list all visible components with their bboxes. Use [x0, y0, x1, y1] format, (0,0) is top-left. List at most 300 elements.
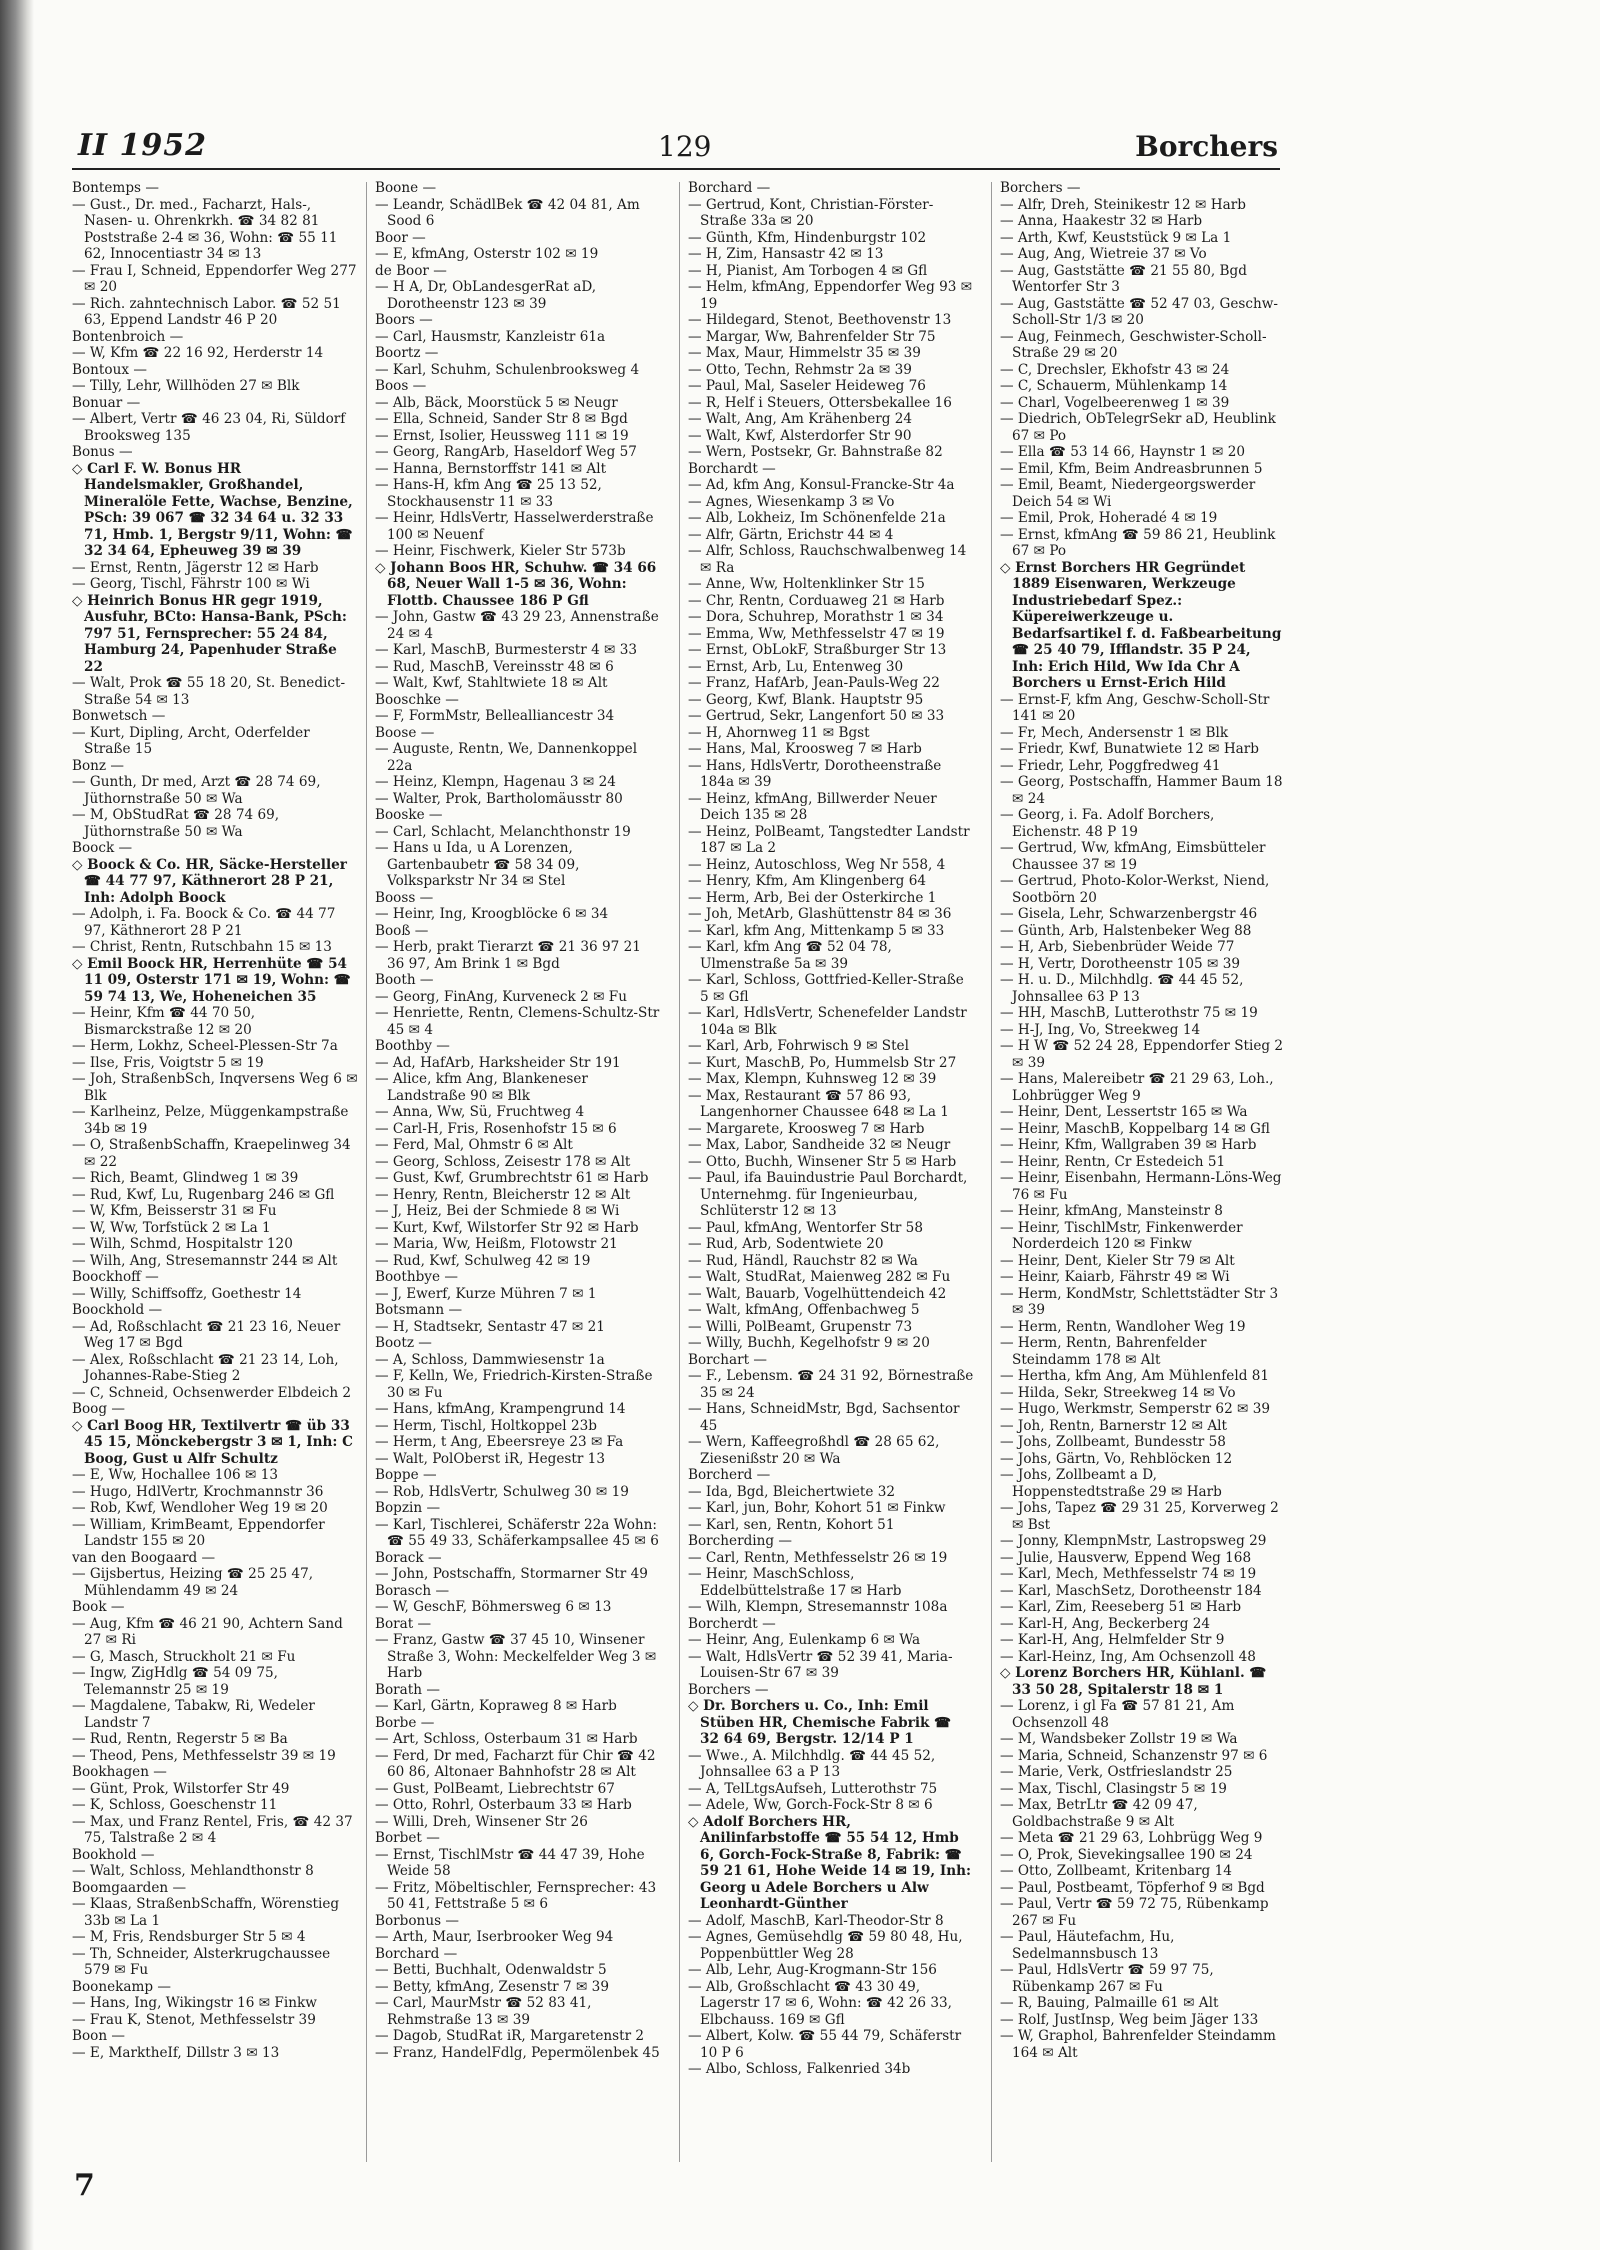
directory-entry: — H A, Dr, ObLandesgerRat aD, Dorotheenstr 123 ✉ 39 [375, 279, 597, 312]
directory-entry: — Heinr, MaschB, Koppelbarg 14 ✉ Gfl [1000, 1120, 1270, 1137]
directory-entry: — M, ObStudRat ☎ 28 74 69, Jüthornstraße 50 ✉ Wa [72, 807, 280, 840]
directory-entry: — W, Graphol, Bahrenfelder Steindamm 164 ✉ Alt [1000, 2028, 1276, 2061]
directory-entry: — Ad, kfm Ang, Konsul-Francke-Str 4a [688, 477, 955, 493]
directory-entry: — Rud, MaschB, Vereinsstr 48 ✉ 6 [375, 658, 614, 675]
directory-entry: — Carl, Hausmstr, Kanzleistr 61a [375, 328, 606, 345]
directory-entry: — Walt, Bauarb, Vogelhüttendeich 42 [688, 1285, 947, 1302]
directory-entry: — Agnes, Wiesenkamp 3 ✉ Vo [688, 493, 895, 510]
directory-entry: — Rich, Beamt, Glindweg 1 ✉ 39 [72, 1170, 299, 1186]
directory-entry: Boon — [72, 2028, 126, 2044]
directory-entry: — Friedr, Lehr, Poggfredweg 41 [1000, 757, 1221, 774]
directory-entry: — Heinr, MaschSchloss, Eddelbüttelstraße 17 ✉ Harb [688, 1566, 902, 1599]
directory-entry: — E, kfmAng, Osterstr 102 ✉ 19 [375, 246, 599, 262]
directory-entry: — Paul, Vertr ☎ 59 72 75, Rübenkamp 267 ✉ Fu [1000, 1896, 1269, 1929]
directory-entry: — Paul, Mal, Saseler Heideweg 76 [688, 378, 926, 394]
directory-entry: Borbe — [375, 1714, 435, 1731]
directory-entry: — Karl, HdlsVertr, Schenefelder Landstr 104a ✉ Blk [688, 1005, 967, 1038]
directory-entry: — Paul, Postbeamt, Töpferhof 9 ✉ Bgd [1000, 1879, 1265, 1896]
directory-entry: — Ferd, Mal, Ohmstr 6 ✉ Alt [375, 1137, 573, 1153]
directory-entry: — Emma, Ww, Methfesselstr 47 ✉ 19 [688, 625, 945, 642]
directory-entry: — J, Heiz, Bei der Schmiede 8 ✉ Wi [375, 1203, 620, 1219]
directory-entry: — Henry, Kfm, Am Klingenberg 64 [688, 873, 927, 889]
directory-entry: ◇ Ernst Borchers HR Gegründet 1889 Eisenwaren, Werkzeuge Industriebedarf Spez.: Küpereiwerkzeuge u. Bedarfsartikel f. d. Faßbearbeitung ☎ 25 40 79, Ifflandstr. 35 P 24, Inh: Erich Hild, Ww Ida Chr A Borchers u Ernst-Erich Hild [1000, 559, 1282, 691]
directory-entry: — Heinr, Ing, Kroogblöcke 6 ✉ 34 [375, 906, 609, 922]
directory-entry: — Heinr, HdlsVertr, Hasselwerderstraße 100 ✉ Neuenf [375, 510, 654, 543]
directory-entry: — Ernst, TischlMstr ☎ 44 47 39, Hohe Weide 58 [375, 1846, 645, 1879]
directory-entry: — Tilly, Lehr, Willhöden 27 ✉ Blk [72, 378, 300, 394]
directory-entry: — Franz, HafArb, Jean-Pauls-Weg 22 [688, 675, 940, 691]
directory-entry: — Ella, Schneid, Sander Str 8 ✉ Bgd [375, 411, 628, 427]
directory-entry: — Georg, RangArb, Haseldorf Weg 57 [375, 444, 637, 460]
directory-entry: — Georg, Kwf, Blank. Hauptstr 95 [688, 691, 924, 708]
directory-entry: — C, Drechsler, Ekhofstr 43 ✉ 24 [1000, 361, 1230, 378]
directory-entry: — Fritz, Möbeltischler, Fernsprecher: 43 50 41, Fettstraße 5 ✉ 6 [375, 1879, 657, 1912]
directory-entry: — Aug, Gaststätte ☎ 21 55 80, Bgd Wentorfer Str 3 [1000, 262, 1247, 295]
directory-entry: — Max, Restaurant ☎ 57 86 93, Langenhorner Chaussee 648 ✉ La 1 [688, 1087, 949, 1120]
directory-entry: — Hans, kfmAng, Krampengrund 14 [375, 1401, 626, 1417]
directory-entry: — H-J, Ing, Vo, Streekweg 14 [1000, 1021, 1201, 1038]
directory-entry: — Heinz, Autoschloss, Weg Nr 558, 4 [688, 856, 946, 873]
directory-entry: — H, Arb, Siebenbrüder Weide 77 [1000, 939, 1235, 955]
directory-entry: — Ernst, Arb, Lu, Entenweg 30 [688, 658, 904, 675]
directory-entry: — Magdalene, Tabakw, Ri, Wedeler Landstr 7 [72, 1698, 315, 1731]
directory-entry: Borchers — [1000, 180, 1081, 196]
directory-entry: — Karl, MaschB, Burmesterstr 4 ✉ 33 [375, 642, 638, 658]
directory-entry: ◇ Carl Boog HR, Textilvertr ☎ üb 33 45 15, Mönckebergstr 3 ✉ 1, Inh: C Boog, Gust u Alfr Schultz [72, 1417, 353, 1467]
directory-entry: — Julie, Hausverw, Eppend Weg 168 [1000, 1549, 1252, 1566]
directory-entry: — Henry, Rentn, Bleicherstr 12 ✉ Alt [375, 1186, 631, 1203]
directory-entry: — Walter, Prok, Bartholomäusstr 80 [375, 790, 623, 807]
directory-column-3 [688, 180, 974, 2160]
directory-entry: — Georg, FinAng, Kurveneck 2 ✉ Fu [375, 988, 627, 1005]
directory-entry: Borbonus — [375, 1912, 459, 1929]
page-binding-shadow [0, 0, 34, 2250]
directory-entry: — Karl, Schloss, Gottfried-Keller-Straße 5 ✉ Gfl [688, 972, 964, 1005]
directory-entry: — O, StraßenbSchaffn, Kraepelinweg 34 ✉ 22 [72, 1137, 351, 1170]
directory-entry: — Arth, Kwf, Keuststück 9 ✉ La 1 [1000, 229, 1232, 246]
directory-entry: — Wern, Postsekr, Gr. Bahnstraße 82 [688, 444, 943, 460]
directory-entry: — Herm, Rentn, Bahrenfelder Steindamm 178 ✉ Alt [1000, 1335, 1207, 1368]
directory-entry: — E, Ww, Hochallee 106 ✉ 13 [72, 1467, 279, 1483]
directory-entry: — Max, Maur, Himmelstr 35 ✉ 39 [688, 345, 921, 361]
directory-entry: — Ingw, ZigHdlg ☎ 54 09 75, Telemannstr 25 ✉ 19 [72, 1665, 278, 1698]
directory-entry: — Walt, Schloss, Mehlandthonstr 8 [72, 1863, 314, 1879]
directory-entry: Booß — [375, 922, 429, 939]
directory-entry: — John, Gastw ☎ 43 29 23, Annenstraße 24 ✉ 4 [375, 609, 659, 642]
directory-entry: — A, TelLtgsAufseh, Lutterothstr 75 [688, 1780, 938, 1797]
directory-entry: — Diedrich, ObTelegrSekr aD, Heublink 67 ✉ Po [1000, 411, 1276, 444]
directory-entry: Bontoux — [72, 361, 147, 378]
directory-entry: Boor — [375, 229, 426, 246]
directory-entry: — Adolf, MaschB, Karl-Theodor-Str 8 [688, 1912, 944, 1929]
directory-entry: — F, FormMstr, Bellealliancestr 34 [375, 708, 615, 724]
directory-entry: Borchart — [688, 1351, 768, 1368]
directory-entry: Boothbye — [375, 1269, 458, 1285]
directory-entry: Boonekamp — [72, 1978, 172, 1995]
directory-entry: — Wilh, Schmd, Hospitalstr 120 [72, 1236, 293, 1252]
directory-column-4 [1000, 180, 1286, 2160]
directory-entry: — Alb, Lehr, Aug-Krogmann-Str 156 [688, 1962, 937, 1978]
column-divider [679, 182, 680, 2162]
directory-entry: — Rich. zahntechnisch Labor. ☎ 52 51 63, Eppend Landstr 46 P 20 [72, 295, 341, 328]
directory-entry: — Alb, Großschlacht ☎ 43 30 49, Lagerstr 17 ✉ 6, Wohn: ☎ 42 26 33, Elbchauss. 169 ✉ Gfl [688, 1978, 953, 2028]
directory-entry: Bonwetsch — [72, 708, 166, 724]
directory-entry: — Ernst, Rentn, Jägerstr 12 ✉ Harb [72, 559, 319, 576]
directory-entry: — Gertrud, Ww, kfmAng, Eimsbütteler Chaussee 37 ✉ 19 [1000, 840, 1266, 873]
directory-entry: — Alfr, Schloss, Rauchschwalbenweg 14 ✉ Ra [688, 543, 967, 576]
directory-entry: — Arth, Maur, Iserbrooker Weg 94 [375, 1929, 614, 1945]
directory-entry: — Heinr, Rentn, Cr Estedeich 51 [1000, 1153, 1226, 1170]
page-header [78, 128, 1278, 168]
directory-entry: Borchard — [688, 180, 771, 196]
directory-entry: — H, Ahornweg 11 ✉ Bgst [688, 724, 870, 741]
directory-entry: — Agnes, Gemüsehdlg ☎ 59 80 48, Hu, Poppenbüttler Weg 28 [688, 1929, 963, 1962]
directory-entry: ◇ Emil Boock HR, Herrenhüte ☎ 54 11 09, Osterstr 171 ✉ 19, Wohn: ☎ 59 74 13, We, Hoheneichen 35 [72, 955, 351, 1005]
directory-entry: — Th, Schneider, Alsterkrugchaussee 579 ✉ Fu [72, 1945, 331, 1978]
directory-entry: — Heinr, Dent, Lessertstr 165 ✉ Wa [1000, 1104, 1248, 1120]
directory-entry: — Alice, kfm Ang, Blankeneser Landstraße 90 ✉ Blk [375, 1071, 588, 1104]
directory-entry: — Georg, i. Fa. Adolf Borchers, Eichenstr. 48 P 19 [1000, 807, 1215, 840]
directory-entry: — Karl, Mech, Methfesselstr 74 ✉ 19 [1000, 1566, 1257, 1582]
directory-entry: — Heinr, kfmAng, Mansteinstr 8 [1000, 1203, 1223, 1219]
directory-entry: — Gertrud, Kont, Christian-Förster-Straße 33a ✉ 20 [688, 196, 934, 229]
directory-entry: Botsmann — [375, 1302, 463, 1318]
directory-entry: — F., Lebensm. ☎ 24 31 92, Börnestraße 35 ✉ 24 [688, 1368, 974, 1401]
directory-entry: ◇ Lorenz Borchers HR, Kühlanl. ☎ 33 50 28, Spitalerstr 18 ✉ 1 [1000, 1665, 1267, 1698]
directory-entry: — Hanna, Bernstorffstr 141 ✉ Alt [375, 460, 607, 477]
directory-entry: — Herm, Arb, Bei der Osterkirche 1 [688, 889, 937, 906]
directory-entry: — Betty, kfmAng, Zesenstr 7 ✉ 39 [375, 1978, 609, 1995]
directory-entry: — Paul, kfmAng, Wentorfer Str 58 [688, 1219, 923, 1236]
directory-entry: Borchard — [375, 1945, 458, 1962]
directory-entry: — Alb, Bäck, Moorstück 5 ✉ Neugr [375, 394, 618, 411]
directory-entry: — Lorenz, i gl Fa ☎ 57 81 21, Am Ochsenzoll 48 [1000, 1698, 1235, 1731]
directory-entry: — Aug, Kfm ☎ 46 21 90, Achtern Sand 27 ✉ Ri [72, 1615, 343, 1648]
directory-entry: — Rud, Kwf, Lu, Rugenbarg 246 ✉ Gfl [72, 1186, 335, 1203]
directory-entry: — Rolf, JustInsp, Weg beim Jäger 133 [1000, 2011, 1259, 2028]
directory-entry: — Albo, Schloss, Falkenried 34b [688, 2061, 911, 2077]
directory-entry: — Dora, Schuhrep, Morathstr 1 ✉ 34 [688, 609, 944, 625]
directory-entry: — William, KrimBeamt, Eppendorfer Landstr 155 ✉ 20 [72, 1516, 325, 1549]
directory-entry: — Rob, HdlsVertr, Schulweg 30 ✉ 19 [375, 1483, 629, 1500]
directory-entry: — Aug, Gaststätte ☎ 52 47 03, Geschw-Scholl-Str 1/3 ✉ 20 [1000, 295, 1278, 328]
directory-entry: — Aug, Feinmech, Geschwister-Scholl-Straße 29 ✉ 20 [1000, 328, 1267, 361]
directory-entry: — Hildegard, Stenot, Beethovenstr 13 [688, 312, 952, 328]
directory-entry: — Leandr, SchädlBek ☎ 42 04 81, Am Sood 6 [375, 196, 640, 229]
directory-entry: Bontenbroich — [72, 328, 184, 345]
directory-entry: — Willy, Buchh, Kegelhofstr 9 ✉ 20 [688, 1335, 930, 1351]
directory-entry: — Johs, Zollbeamt, Bundesstr 58 [1000, 1434, 1226, 1450]
directory-entry: Bonus — [72, 444, 133, 460]
directory-entry: — Hans, Ing, Wikingstr 16 ✉ Finkw [72, 1995, 317, 2011]
directory-entry: — Heinr, Ang, Eulenkamp 6 ✉ Wa [688, 1632, 921, 1648]
directory-entry: — Otto, Zollbeamt, Kritenbarg 14 [1000, 1863, 1232, 1879]
directory-entry: — Georg, Tischl, Fährstr 100 ✉ Wi [72, 576, 310, 592]
directory-entry: — Anna, Ww, Sü, Fruchtweg 4 [375, 1104, 585, 1120]
directory-entry: Booschke — [375, 691, 459, 708]
page-number: 129 [658, 130, 712, 163]
directory-entry: — Maria, Schneid, Schanzenstr 97 ✉ 6 [1000, 1747, 1268, 1764]
directory-entry: — Willi, Dreh, Winsener Str 26 [375, 1813, 588, 1830]
header-volume-year: II 1952 [78, 128, 208, 163]
directory-entry: — W, Ww, Torfstück 2 ✉ La 1 [72, 1219, 271, 1236]
directory-entry: — Fr, Mech, Andersenstr 1 ✉ Blk [1000, 724, 1229, 741]
directory-entry: — Ella ☎ 53 14 66, Haynstr 1 ✉ 20 [1000, 444, 1246, 460]
directory-entry: — Hertha, kfm Ang, Am Mühlenfeld 81 [1000, 1368, 1270, 1384]
directory-entry: — Hans, Malereibetr ☎ 21 29 63, Loh., Lohbrügger Weg 9 [1000, 1071, 1274, 1104]
directory-entry: — Karl-H, Ang, Helmfelder Str 9 [1000, 1632, 1225, 1648]
directory-entry: Borcherding — [688, 1533, 793, 1549]
directory-entry: — Heinz, PolBeamt, Tangstedter Landstr 187 ✉ La 2 [688, 823, 970, 856]
directory-entry: — Art, Schloss, Osterbaum 31 ✉ Harb [375, 1731, 638, 1747]
directory-entry: — Paul, Häutefachm, Hu, Sedelmannsbusch 13 [1000, 1929, 1175, 1962]
directory-entry: — Herb, prakt Tierarzt ☎ 21 36 97 21 36 97, Am Brink 1 ✉ Bgd [375, 939, 641, 972]
directory-entry: — Günth, Kfm, Hindenburgstr 102 [688, 229, 927, 246]
directory-entry: — Max, Tischl, Clasingstr 5 ✉ 19 [1000, 1780, 1227, 1797]
directory-entry: — W, GeschF, Böhmersweg 6 ✉ 13 [375, 1599, 612, 1615]
directory-entry: — Hans, HdlsVertr, Dorotheenstraße 184a ✉ 39 [688, 757, 942, 790]
directory-entry: — HH, MaschB, Lutterothstr 75 ✉ 19 [1000, 1005, 1258, 1021]
directory-entry: — Adele, Ww, Gorch-Fock-Str 8 ✉ 6 [688, 1797, 933, 1813]
directory-entry: — W, Kfm, Beisserstr 31 ✉ Fu [72, 1203, 277, 1219]
directory-entry: — H, Pianist, Am Torbogen 4 ✉ Gfl [688, 262, 928, 279]
directory-entry: — Johs, Gärtn, Vo, Rehblöcken 12 [1000, 1450, 1233, 1467]
directory-entry: Bonz — [72, 757, 125, 774]
directory-entry: Boock — [72, 840, 133, 856]
directory-entry: — Carl-H, Fris, Rosenhofstr 15 ✉ 6 [375, 1120, 617, 1137]
directory-entry: — Gust, Kwf, Grumbrechtstr 61 ✉ Harb [375, 1170, 649, 1186]
directory-entry: — Klaas, StraßenbSchaffn, Wörenstieg 33b ✉ La 1 [72, 1896, 340, 1929]
directory-entry: — Wern, Kaffeegroßhdl ☎ 28 65 62, Ziesenißstr 20 ✉ Wa [688, 1434, 940, 1467]
directory-entry: — Rob, Kwf, Wendloher Weg 19 ✉ 20 [72, 1500, 328, 1516]
directory-entry: — Margarete, Kroosweg 7 ✉ Harb [688, 1120, 925, 1137]
directory-entry: Borack — [375, 1549, 442, 1566]
directory-entry: — M, Fris, Rendsburger Str 5 ✉ 4 [72, 1929, 306, 1945]
directory-entry: — Friedr, Kwf, Bunatwiete 12 ✉ Harb [1000, 741, 1259, 757]
directory-entry: — R, Helf i Steuers, Ottersbekallee 16 [688, 394, 952, 411]
directory-entry: — Hans u Ida, u A Lorenzen, Gartenbaubetr ☎ 58 34 09, Volksparkstr Nr 34 ✉ Stel [375, 840, 580, 889]
directory-entry: Booske — [375, 807, 443, 823]
directory-entry: Borchardt — [688, 460, 776, 477]
directory-entry: — Emil, Kfm, Beim Andreasbrunnen 5 [1000, 460, 1263, 477]
directory-entry: — Alfr, Gärtn, Erichstr 44 ✉ 4 [688, 526, 894, 543]
directory-entry: — A, Schloss, Dammwiesenstr 1a [375, 1351, 605, 1368]
directory-entry: Boors — [375, 312, 433, 328]
directory-entry: — Hans, Mal, Kroosweg 7 ✉ Harb [688, 741, 922, 757]
directory-entry: — Heinr, Dent, Kieler Str 79 ✉ Alt [1000, 1252, 1235, 1269]
directory-entry: — M, Wandsbeker Zollstr 19 ✉ Wa [1000, 1731, 1238, 1747]
directory-entry: — Hans-H, kfm Ang ☎ 25 13 52, Stockhausenstr 11 ✉ 33 [375, 477, 602, 510]
directory-entry: Bontemps — [72, 180, 159, 196]
directory-entry: — Margar, Ww, Bahrenfelder Str 75 [688, 328, 936, 345]
directory-entry: — Paul, HdlsVertr ☎ 59 97 75, Rübenkamp 267 ✉ Fu [1000, 1962, 1214, 1995]
directory-entry: — Rud, Kwf, Schulweg 42 ✉ 19 [375, 1252, 591, 1269]
directory-entry: Boockhold — [72, 1302, 163, 1318]
directory-entry: — Joh, Rentn, Barnerstr 12 ✉ Alt [1000, 1417, 1227, 1434]
directory-entry: — Alex, Roßschlacht ☎ 21 23 14, Loh, Johannes-Rabe-Stieg 2 [72, 1351, 339, 1384]
directory-entry: — Willi, PolBeamt, Grupenstr 73 [688, 1318, 913, 1335]
directory-entry: — Franz, Gastw ☎ 37 45 10, Winsener Straße 3, Wohn: Meckelfelder Weg 3 ✉ Harb [375, 1632, 657, 1681]
directory-entry: — Günt, Prok, Wilstorfer Str 49 [72, 1780, 290, 1797]
directory-entry: — Albert, Kolw. ☎ 55 44 79, Schäferstr 10 P 6 [688, 2028, 962, 2061]
directory-entry: — Heinr, TischlMstr, Finkenwerder Norderdeich 120 ✉ Finkw [1000, 1219, 1243, 1252]
directory-entry: — F, Kelln, We, Friedrich-Kirsten-Straße 30 ✉ Fu [375, 1368, 653, 1401]
directory-entry: — Walt, Ang, Am Krähenberg 24 [688, 411, 913, 427]
header-rule [72, 168, 1280, 170]
directory-entry: — Heinr, Fischwerk, Kieler Str 573b [375, 543, 626, 559]
directory-entry: — Theod, Pens, Methfesselstr 39 ✉ 19 [72, 1747, 336, 1764]
directory-entry: — Karl, MaschSetz, Dorotheenstr 184 [1000, 1582, 1262, 1599]
directory-entry: — Gunth, Dr med, Arzt ☎ 28 74 69, Jüthornstraße 50 ✉ Wa [72, 774, 321, 807]
directory-entry: — Herm, Rentn, Wandloher Weg 19 [1000, 1318, 1246, 1335]
directory-entry: — Johs, Tapez ☎ 29 31 25, Korverweg 2 ✉ Bst [1000, 1500, 1279, 1533]
directory-entry: — Heinz, kfmAng, Billwerder Neuer Deich 135 ✉ 28 [688, 790, 937, 823]
directory-column-1 [72, 180, 358, 2160]
directory-entry: — Gust., Dr. med., Facharzt, Hals-, Nasen- u. Ohrenkrkh. ☎ 34 82 81 Poststraße 2-4 ✉ 36, Wohn: ☎ 55 11 62, Innocentiastr 34 ✉ 13 [72, 196, 338, 262]
directory-entry: — Max, BetrLtr ☎ 42 09 47, Goldbachstraße 9 ✉ Alt [1000, 1797, 1198, 1830]
directory-entry: — Joh, MetArb, Glashüttenstr 84 ✉ 36 [688, 906, 952, 922]
directory-entry: — Walt, Kwf, Alsterdorfer Str 90 [688, 427, 912, 444]
directory-entry: — Joh, StraßenbSch, Inqversens Weg 6 ✉ Blk [72, 1071, 358, 1104]
directory-entry: Bookhold — [72, 1846, 155, 1863]
directory-entry: ◇ Adolf Borchers HR, Anilinfarbstoffe ☎ 55 54 12, Hmb 6, Gorch-Fock-Straße 8, Fabrik: ☎ 59 21 61, Hohe Weide 14 ✉ 19, Inh: Georg u Adele Borchers u Alw Leonhardt-Günther [688, 1813, 972, 1912]
directory-entry: — Albert, Vertr ☎ 46 23 04, Ri, Süldorf Brooksweg 135 [72, 411, 346, 444]
directory-entry: — Gijsbertus, Heizing ☎ 25 25 47, Mühlendamm 49 ✉ 24 [72, 1566, 314, 1599]
directory-entry: — Kurt, Kwf, Wilstorfer Str 92 ✉ Harb [375, 1219, 639, 1236]
directory-entry: Boppe — [375, 1467, 437, 1483]
directory-entry: — Karl, kfm Ang, Mittenkamp 5 ✉ 33 [688, 922, 945, 939]
directory-entry: — Ernst, ObLokF, Straßburger Str 13 [688, 642, 947, 658]
directory-entry: Boose — [375, 724, 435, 741]
directory-entry: — Kurt, MaschB, Po, Hummelsb Str 27 [688, 1054, 957, 1071]
directory-entry: — Ernst, kfmAng ☎ 59 86 21, Heublink 67 ✉ Po [1000, 526, 1276, 559]
directory-entry: — Hugo, HdlVertr, Krochmannstr 36 [72, 1483, 324, 1500]
directory-column-2 [375, 180, 661, 2160]
directory-entry: — Gertrud, Photo-Kolor-Werkst, Niend, Sootbörn 20 [1000, 873, 1270, 906]
directory-entry: — Ferd, Dr med, Facharzt für Chir ☎ 42 60 86, Altonaer Bahnhofstr 28 ✉ Alt [375, 1747, 656, 1780]
directory-entry: — Johs, Zollbeamt a D, Hoppenstedtstraße 29 ✉ Harb [1000, 1467, 1222, 1500]
directory-entry: — Hilda, Sekr, Streekweg 14 ✉ Vo [1000, 1384, 1236, 1401]
directory-entry: — Alb, Lokheiz, Im Schönenfelde 21a [688, 510, 946, 526]
directory-entry: — Karl, sen, Rentn, Kohort 51 [688, 1516, 895, 1533]
directory-entry: — Karl, Tischlerei, Schäferstr 22a Wohn: ☎ 55 49 33, Schäferkampsallee 45 ✉ 6 [375, 1516, 659, 1549]
directory-entry: — Betti, Buchhalt, Odenwaldstr 5 [375, 1962, 607, 1978]
directory-entry: ◇ Carl F. W. Bonus HR Handelsmakler, Großhandel, Mineralöle Fette, Wachse, Benzine, PSch: 39 067 ☎ 32 34 64 u. 32 33 71, Hmb. 1, Bergstr 9/11, Wohn: ☎ 32 34 64, Epheuweg 39 ✉ 39 [72, 460, 353, 559]
directory-entry: — E, MarktheIf, Dillstr 3 ✉ 13 [72, 2044, 280, 2061]
directory-entry: — Auguste, Rentn, We, Dannenkoppel 22a [375, 741, 638, 774]
directory-entry: — H, Stadtsekr, Sentastr 47 ✉ 21 [375, 1318, 605, 1335]
directory-entry: — Hugo, Werkmstr, Semperstr 62 ✉ 39 [1000, 1401, 1271, 1417]
directory-entry: Boog — [72, 1401, 125, 1417]
directory-entry: — Karlheinz, Pelze, Müggenkampstraße 34b ✉ 19 [72, 1104, 349, 1137]
header-keyword: Borchers [1135, 130, 1278, 163]
directory-entry: — Heinr, Kfm ☎ 44 70 50, Bismarckstraße 12 ✉ 20 [72, 1005, 256, 1038]
directory-entry: Book — [72, 1599, 125, 1615]
directory-entry: — Walt, Kwf, Stahltwiete 18 ✉ Alt [375, 675, 608, 691]
directory-entry: — Rud, Arb, Sodentwiete 20 [688, 1236, 884, 1252]
directory-entry: Borchers — [688, 1681, 769, 1698]
directory-entry: — Dagob, StudRat iR, Margaretenstr 2 [375, 2028, 645, 2044]
directory-entry: Booth — [375, 972, 434, 988]
directory-entry: Boothby — [375, 1038, 450, 1054]
directory-entry: — W, Kfm ☎ 22 16 92, Herderstr 14 [72, 345, 324, 361]
directory-entry: — Max, und Franz Rentel, Fris, ☎ 42 37 75, Talstraße 2 ✉ 4 [72, 1813, 353, 1846]
directory-entry: — Otto, Techn, Rehmstr 2a ✉ 39 [688, 361, 912, 378]
directory-entry: — C, Schauerm, Mühlenkamp 14 [1000, 378, 1228, 394]
directory-entry: ◇ Boock & Co. HR, Säcke-Hersteller ☎ 44 77 97, Käthnerort 28 P 21, Inh: Adolph Boock [72, 856, 347, 906]
directory-entry: Booss — [375, 889, 434, 906]
directory-entry: — Hans, SchneidMstr, Bgd, Sachsentor 45 [688, 1401, 960, 1434]
directory-entry: — Ad, HafArb, Harksheider Str 191 [375, 1054, 621, 1071]
directory-entry: — Walt, kfmAng, Offenbachweg 5 [688, 1302, 920, 1318]
directory-entry: — Chr, Rentn, Corduaweg 21 ✉ Harb [688, 592, 945, 609]
directory-entry: — Otto, Buchh, Winsener Str 5 ✉ Harb [688, 1153, 957, 1170]
directory-entry: Boos — [375, 378, 427, 394]
directory-entry: — Herm, Tischl, Holtkoppel 23b [375, 1417, 597, 1434]
directory-entry: — Herm, Lokhz, Scheel-Plessen-Str 7a [72, 1038, 338, 1054]
directory-entry: — John, Postschaffn, Stormarner Str 49 [375, 1566, 648, 1582]
directory-entry: — Walt, PolOberst iR, Hegestr 13 [375, 1450, 605, 1467]
directory-entry: — Franz, HandelFdlg, Pepermölenbek 45 [375, 2044, 660, 2061]
directory-entry: — Christ, Rentn, Rutschbahn 15 ✉ 13 [72, 939, 332, 955]
directory-entry: Bookhagen — [72, 1764, 167, 1780]
directory-entry: — Karl, Arb, Fohrwisch 9 ✉ Stel [688, 1038, 909, 1054]
directory-entry: — Wwe., A. Milchhdlg. ☎ 44 45 52, Johnsallee 63 a P 13 [688, 1747, 936, 1780]
directory-entry: — Heinz, Klempn, Hagenau 3 ✉ 24 [375, 774, 616, 790]
directory-entry: Borath — [375, 1681, 440, 1698]
directory-entry: — Aug, Ang, Wietreie 37 ✉ Vo [1000, 246, 1207, 262]
directory-entry: — R, Bauing, Palmaille 61 ✉ Alt [1000, 1995, 1219, 2011]
directory-entry: Borasch — [375, 1582, 450, 1599]
directory-entry: — Alfr, Dreh, Steinikestr 12 ✉ Harb [1000, 196, 1246, 213]
directory-entry: — Ernst, Isolier, Heussweg 111 ✉ 19 [375, 427, 629, 444]
directory-entry: — Anne, Ww, Holtenklinker Str 15 [688, 576, 925, 592]
directory-entry: Borcherd — [688, 1467, 771, 1483]
directory-entry: — H W ☎ 52 24 28, Eppendorfer Stieg 2 ✉ 39 [1000, 1038, 1284, 1071]
directory-entry: Bopzin — [375, 1500, 441, 1516]
directory-entry: — H. u. D., Milchhdlg. ☎ 44 45 52, Johnsallee 63 P 13 [1000, 972, 1244, 1005]
directory-entry: — Heinr, Kaiarb, Fährstr 49 ✉ Wi [1000, 1269, 1230, 1285]
directory-entry: — Walt, HdlsVertr ☎ 52 39 41, Maria-Louisen-Str 67 ✉ 39 [688, 1648, 953, 1681]
directory-entry: Bonuar — [72, 394, 141, 411]
directory-entry: — Karl, Zim, Reeseberg 51 ✉ Harb [1000, 1599, 1242, 1615]
directory-entry: — Marie, Verk, Ostfrieslandstr 25 [1000, 1764, 1233, 1780]
directory-entry: Boone — [375, 180, 437, 196]
directory-entry: ◇ Heinrich Bonus HR gegr 1919, Ausfuhr, BCto: Hansa-Bank, PSch: 797 51, Fernsprecher: 55 24 84, Hamburg 24, Papenhuder Straße 22 [72, 592, 347, 675]
directory-entry: — Gertrud, Sekr, Langenfort 50 ✉ 33 [688, 708, 945, 724]
directory-entry: — Herm, t Ang, Ebeersreye 23 ✉ Fa [375, 1434, 624, 1450]
directory-entry: — Anna, Haakestr 32 ✉ Harb [1000, 213, 1203, 229]
directory-entry: Bootz — [375, 1335, 432, 1351]
directory-entry: — Frau K, Stenot, Methfesselstr 39 [72, 2011, 316, 2028]
directory-entry: — Karl, Schuhm, Schulenbrooksweg 4 [375, 361, 640, 378]
directory-entry: Borcherdt — [688, 1615, 776, 1632]
directory-entry: — Henriette, Rentn, Clemens-Schultz-Str 45 ✉ 4 [375, 1005, 660, 1038]
directory-entry: Boomgaarden — [72, 1879, 187, 1896]
directory-entry: ◇ Dr. Borchers u. Co., Inh: Emil Stüben HR, Chemische Fabrik ☎ 32 64 69, Bergstr. 12/14 P 1 [688, 1698, 952, 1747]
directory-entry: — Kurt, Dipling, Archt, Oderfelder Straße 15 [72, 724, 310, 757]
footer-sheet-number: 7 [74, 2168, 95, 2203]
directory-entry: — Karl, jun, Bohr, Kohort 51 ✉ Finkw [688, 1500, 946, 1516]
directory-entry: — Heinr, Eisenbahn, Hermann-Löns-Weg 76 ✉ Fu [1000, 1170, 1282, 1203]
directory-entry: — Wilh, Ang, Stresemannstr 244 ✉ Alt [72, 1252, 338, 1269]
directory-entry: — Karl-Heinz, Ing, Am Ochsenzoll 48 [1000, 1648, 1256, 1665]
directory-entry: — Ad, Roßschlacht ☎ 21 23 16, Neuer Weg 17 ✉ Bgd [72, 1318, 341, 1351]
directory-entry: — Emil, Prok, Hoheradé 4 ✉ 19 [1000, 510, 1218, 526]
directory-entry: — Herm, KondMstr, Schlettstädter Str 3 ✉ 39 [1000, 1285, 1279, 1318]
directory-entry: — Georg, Postschaffn, Hammer Baum 18 ✉ 24 [1000, 774, 1283, 807]
directory-entry: ◇ Johann Boos HR, Schuhw. ☎ 34 66 68, Neuer Wall 1-5 ✉ 36, Wohn: Flottb. Chaussee 186 P Gfl [375, 559, 657, 609]
